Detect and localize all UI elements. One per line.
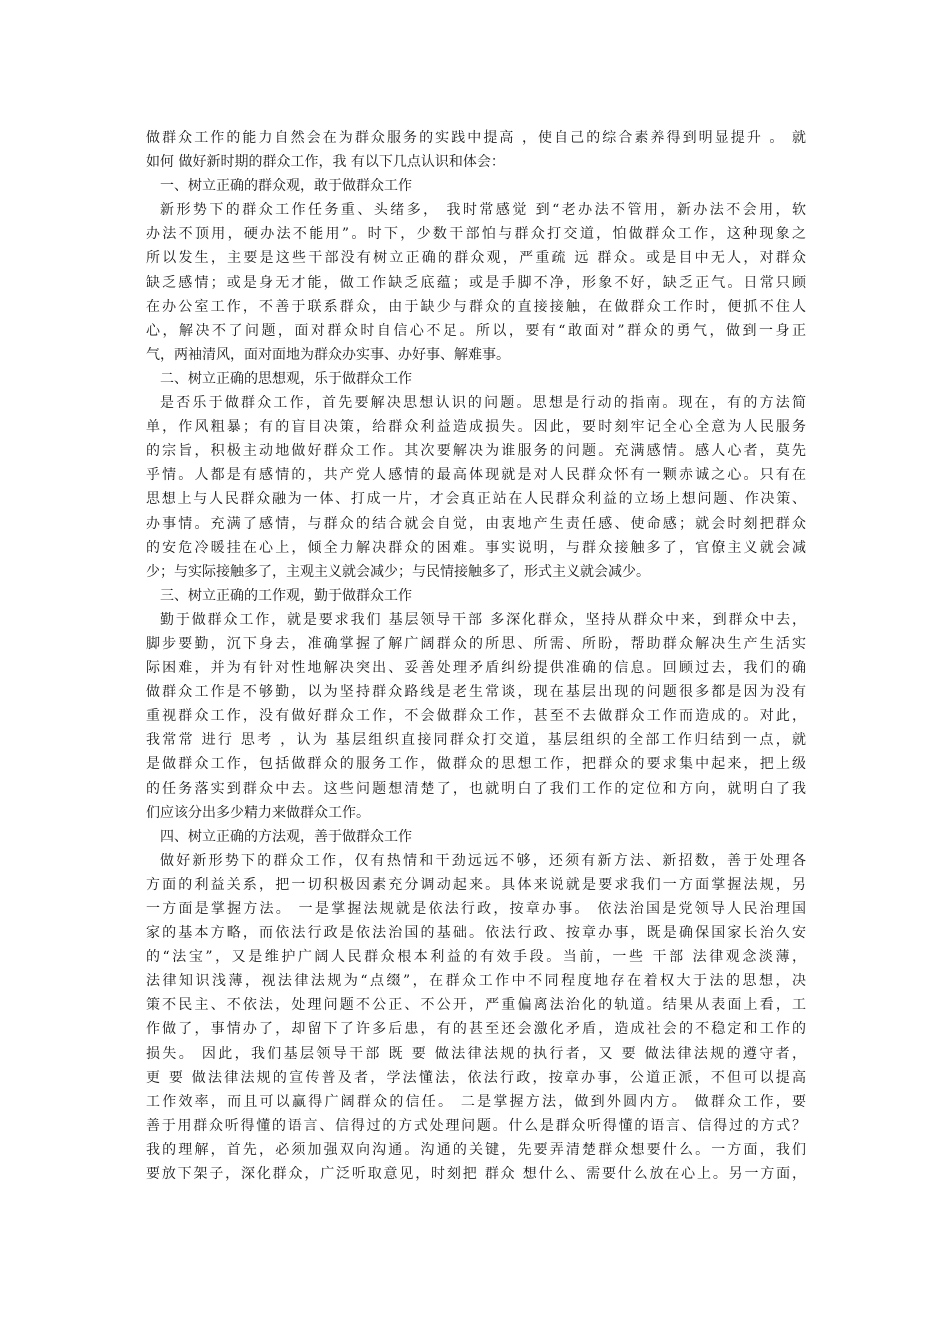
text-line: 少；与实际接触多了，主观主义就会减少；与民情接触多了，形式主义就会减少。: [146, 563, 650, 580]
text-line: 损失。 因此，我们基层领导干部 既 要 做法律法规的执行者，又 要 做法律法规的遵守者，: [146, 1045, 806, 1062]
text-line: 更 要 做法律法规的宣传普及者，学法懂法，依法行政，按章办事，公道正派，不但可以提高: [146, 1069, 806, 1086]
text-line: 的任务落实到群众中去。这些问题想清楚了，也就明白了我们工作的定位和方向，就明白了我: [146, 780, 806, 797]
text-line: 气，两袖清风，面对面地为群众办实事、办好事、解难事。: [146, 346, 510, 363]
text-line: 所以发生，主要是这些干部没有树立正确的群众观，严重疏 远 群众。或是目中无人，对群众: [146, 250, 806, 267]
text-line: 方面的利益关系，把一切积极因素充分调动起来。具体来说就是要求我们一方面掌握法规，另: [146, 876, 806, 893]
section-heading: 一、树立正确的群众观，敢于做群众工作: [160, 178, 412, 195]
text-line: 法律知识浅薄，视法律法规为“点缀”，在群众工作中不同程度地存在着权大于法的思想，决: [146, 973, 806, 990]
text-line: 办事情。充满了感情，与群众的结合就会自觉，由衷地产生责任感、使命感；就会时刻把群众: [146, 515, 806, 532]
section-heading: 三、树立正确的工作观，勤于做群众工作: [160, 587, 412, 604]
text-line: 是否乐于做群众工作，首先要解决思想认识的问题。思想是行动的指南。现在，有的方法简: [160, 395, 806, 412]
text-line: 新形势下的群众工作任务重、头绪多， 我时常感觉 到“老办法不管用，新办法不会用，软: [160, 202, 806, 219]
text-line: 心，解决不了问题，面对群众时自信心不足。所以，要有“敢面对”群众的勇气，做到一身正: [146, 322, 806, 339]
text-line: 办法不顶用，硬办法不能用”。时下，少数干部怕与群众打交道，怕做群众工作，这种现象之: [146, 226, 806, 243]
text-line: 们应该分出多少精力来做群众工作。: [146, 804, 370, 821]
text-line: 做好新形势下的群众工作，仅有热情和干劲远远不够，还须有新方法、新招数，善于处理各: [160, 852, 806, 869]
text-line: 际困难，并为有针对性地解决突出、妥善处理矛盾纠纷提供准确的信息。回顾过去，我们的确: [146, 660, 806, 677]
text-line: 做群众工作是不够勤，以为坚持群众路线是老生常谈，现在基层出现的问题很多都是因为没有: [146, 684, 806, 701]
text-line: 善于用群众听得懂的语言、信得过的方式处理问题。什么是群众听得懂的语言、信得过的方式？: [146, 1117, 806, 1134]
text-line: 重视群众工作，没有做好群众工作，不会做群众工作，甚至不去做群众工作而造成的。对此，: [146, 708, 806, 725]
text-line: 策不民主、不依法，处理问题不公正、不公开，严重偏离法治化的轨道。结果从表面上看，工: [146, 997, 806, 1014]
text-line: 我常常 进行 思考 ，认为 基层组织直接同群众打交道，基层组织的全部工作归结到一点，就: [146, 732, 806, 749]
text-line: 的宗旨，积极主动地做好群众工作。其次要解决为谁服务的问题。充满感情。感人心者，莫先: [146, 443, 806, 460]
section-heading: 二、树立正确的思想观，乐于做群众工作: [160, 370, 412, 387]
text-line: 要放下架子，深化群众，广泛听取意见，时刻把 群众 想什么、需要什么放在心上。另一方面，: [146, 1166, 806, 1183]
text-line: 的“法宝”，又是维护广阔人民群众根本利益的有效手段。当前，一些 干部 法律观念淡薄，: [146, 949, 806, 966]
text-line: 如何 做好新时期的群众工作，我 有以下几点认识和体会：: [146, 154, 505, 171]
text-line: 做群众工作的能力自然会在为群众服务的实践中提高 ，使自己的综合素养得到明显提升 。 就: [146, 130, 806, 146]
text-line: 单，作风粗暴；有的盲目决策，给群众利益造成损失。因此，要时刻牢记全心全意为人民服务: [146, 419, 806, 436]
section-heading: 四、树立正确的方法观，善于做群众工作: [160, 828, 412, 845]
document-page: [146, 126, 806, 1186]
text-line: 脚步要勤，沉下身去，准确掌握了解广阔群众的所思、所需、所盼，帮助群众解决生产生活实: [146, 635, 806, 652]
text-line: 缺乏感情；或是身无才能，做工作缺乏底蕴；或是手脚不净，形象不好，缺乏正气。日常只顾: [146, 274, 806, 291]
text-line: 乎情。人都是有感情的，共产党人感情的最高体现就是对人民群众怀有一颗赤诚之心。只有在: [146, 467, 806, 484]
text-line: 我的理解，首先，必须加强双向沟通。沟通的关键，先要弄清楚群众想要什么。一方面，我们: [146, 1141, 806, 1158]
text-line: 工作效率，而且可以赢得广阔群众的信任。 二是掌握方法，做到外圆内方。 做群众工作，要: [146, 1093, 806, 1110]
text-line: 在办公室工作，不善于联系群众，由于缺少与群众的直接接触，在做群众工作时，便抓不住人: [146, 298, 806, 315]
text-line: 思想上与人民群众融为一体、打成一片，才会真正站在人民群众利益的立场上想问题、作决策、: [146, 491, 806, 508]
text-line: 是做群众工作，包括做群众的服务工作，做群众的思想工作，把群众的要求集中起来，把上级: [146, 756, 806, 773]
text-line: 勤于做群众工作，就是要求我们 基层领导干部 多深化群众，坚持从群众中来，到群众中去，: [160, 611, 806, 628]
text-line: 一方面是掌握方法。 一是掌握法规就是依法行政，按章办事。 依法治国是党领导人民治理国: [146, 901, 806, 917]
text-line: 家的基本方略，而依法行政是依法治国的基础。依法行政、按章办事，既是确保国家长治久安: [146, 925, 806, 942]
text-line: 的安危冷暖挂在心上，倾全力解决群众的困难。事实说明，与群众接触多了，官僚主义就会减: [146, 539, 806, 556]
text-line: 作做了，事情办了，却留下了许多后患，有的甚至还会激化矛盾，造成社会的不稳定和工作的: [146, 1021, 806, 1038]
